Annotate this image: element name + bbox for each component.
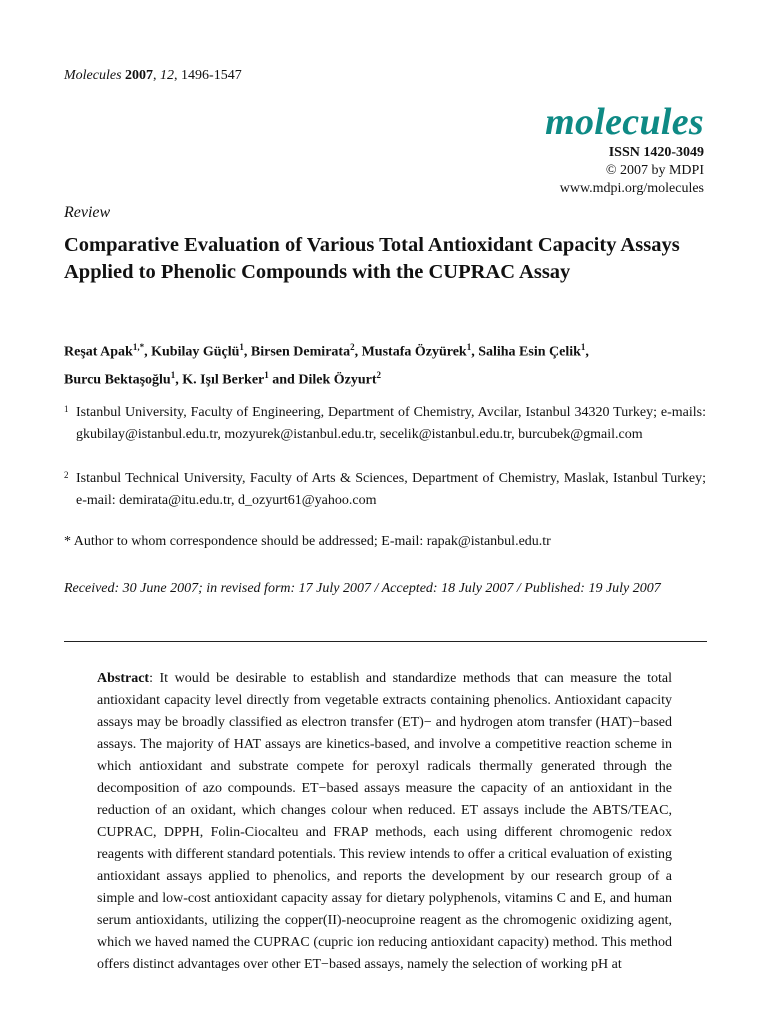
- copyright: © 2007 by MDPI: [605, 163, 704, 178]
- author-affiliation-mark: 1,*: [132, 342, 145, 352]
- author-separator: ,: [471, 344, 479, 360]
- author-separator: ,: [243, 344, 251, 360]
- affiliation: [64, 402, 706, 446]
- divider: [64, 641, 707, 642]
- author-affiliation-mark: 1: [580, 342, 586, 352]
- author-name: Reşat Apak: [64, 344, 133, 360]
- author-separator: ,: [354, 344, 362, 360]
- publication-dates: Received: 30 June 2007; in revised form: 17 July 2007 / Accepted: 18 July 2007 / Published: 19 July 2007: [64, 581, 661, 596]
- issn: ISSN 1420-3049: [608, 145, 704, 160]
- journal-name: Molecules: [64, 68, 122, 83]
- author-name: Dilek Özyurt: [298, 372, 377, 388]
- author-affiliation-mark: 1: [170, 369, 176, 380]
- article-type: Review: [64, 204, 111, 221]
- author-name: Burcu Bektaşoğlu: [64, 372, 171, 388]
- author-separator: and: [268, 372, 299, 388]
- affiliation: [64, 468, 706, 512]
- abstract-label: Abstract: [97, 671, 150, 686]
- issn-block: [560, 144, 704, 198]
- author-separator: ,: [585, 344, 589, 360]
- journal-pages: , 1496-1547: [174, 68, 242, 83]
- affiliation-number: 2: [64, 470, 69, 480]
- correspondence-note: * Author to whom correspondence should be addressed; E-mail: rapak@istanbul.edu.tr: [64, 534, 551, 549]
- affiliation-text: Istanbul University, Faculty of Engineering, Department of Chemistry, Avcilar, Istanbul 34320 Turkey; e-mails: gkubilay@istanbul.edu.tr, mozyurek@istanbul.edu.tr, secelik@istanbul.edu.tr, burcubek@gmail.com: [76, 405, 706, 442]
- author-affiliation-mark: 1: [264, 369, 269, 380]
- journal-volume: 12: [160, 68, 175, 83]
- author-affiliation-mark: 2: [350, 342, 355, 352]
- author-list: [64, 336, 714, 391]
- article-title: Comparative Evaluation of Various Total Antioxidant Capacity Assays Applied to Phenolic Compounds with the CUPRAC Assay: [64, 234, 680, 283]
- author-name: Saliha Esin Çelik: [478, 344, 581, 360]
- abstract-text: : It would be desirable to establish and standardize methods that can measure the total antioxidant capacity level directly from vegetable extracts containing phenolics. Antioxidant capacity assays may be broadly classified as electron transfer (ET)− and hydrogen atom transfer (HAT)−based assays. The majority of HAT assays are kinetics-based, and involve a competitive reaction scheme in which antioxidant and substrate compete for peroxyl radicals thermally generated through the decomposition of azo compounds. ET−based assays measure the capacity of an antioxidant in the reduction of an oxidant, which changes colour when reduced. ET assays include the ABTS/TEAC, CUPRAC, DPPH, Folin-Ciocalteu and FRAP methods, each using different chromogenic redox reagents with different standard potentials. This review intends to offer a critical evaluation of existing antioxidant assays applied to phenolics, and reports the development by our research group of a simple and low-cost antioxidant capacity assay for dietary polyphenols, vitamins C and E, and human serum antioxidants, utilizing the copper(II)-neocuproine reagent as the chromogenic oxidizing agent, which we haved named the CUPRAC (cupric ion reducing antioxidant capacity) method. This method offers distinct advantages over other ET−based assays, namely the selection of working pH at: [97, 671, 672, 972]
- author-affiliation-mark: 1: [239, 342, 244, 352]
- author-affiliation-mark: 1: [466, 342, 472, 352]
- author-affiliation-mark: 2: [376, 369, 381, 380]
- author-name: K. Işıl Berker: [182, 372, 265, 388]
- author-name: Mustafa Özyürek: [361, 344, 467, 360]
- affiliation-text: Istanbul Technical University, Faculty of Arts & Sciences, Department of Chemistry, Maslak, Istanbul Turkey; e-mail: demirata@itu.edu.tr, d_ozyurt61@yahoo.com: [76, 471, 706, 508]
- abstract: [97, 668, 672, 976]
- author-name: Kubilay Güçlü: [151, 344, 240, 360]
- author-name: Birsen Demirata: [250, 344, 351, 360]
- author-separator: ,: [175, 372, 183, 388]
- journal-logo: molecules: [545, 101, 704, 143]
- affiliation-number: 1: [64, 404, 69, 414]
- journal-citation: Molecules 2007, 12, 1496-1547: [64, 68, 242, 83]
- author-separator: ,: [144, 344, 152, 360]
- journal-url[interactable]: www.mdpi.org/molecules: [559, 181, 704, 196]
- journal-year: 2007: [125, 68, 154, 83]
